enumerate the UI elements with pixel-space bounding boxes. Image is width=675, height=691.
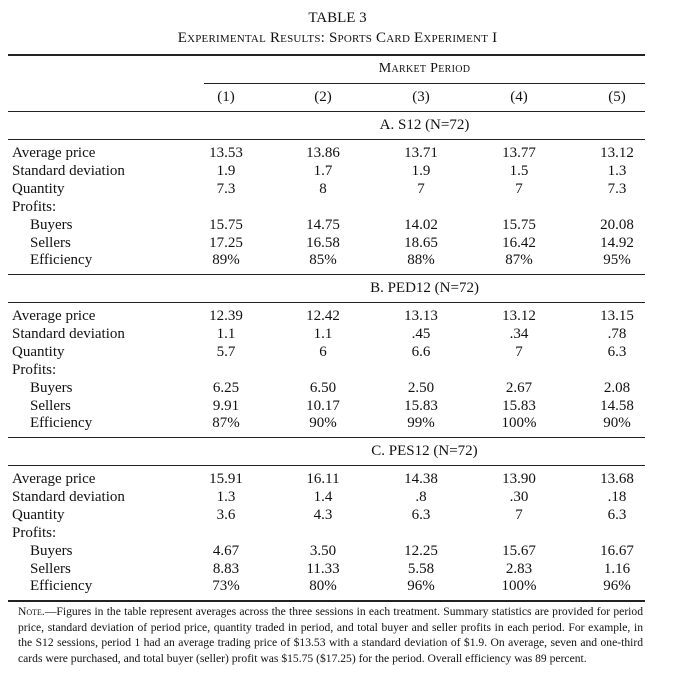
table-cell: .8 bbox=[415, 488, 427, 505]
table-cell: 16.58 bbox=[306, 234, 340, 251]
row-label: Average price bbox=[12, 471, 96, 487]
note-label: Note. bbox=[18, 605, 45, 618]
panel-title: B. PED12 (N=72) bbox=[370, 280, 479, 296]
table-cell: 1.4 bbox=[313, 488, 333, 505]
table-cell: 2.83 bbox=[505, 560, 533, 577]
table-cell: 85% bbox=[309, 252, 337, 269]
table-cell: 13.68 bbox=[600, 471, 634, 487]
table-cell: 2.50 bbox=[407, 379, 435, 396]
row-label: Sellers bbox=[30, 234, 71, 251]
table-cell: 12.39 bbox=[209, 308, 243, 324]
table-cell: 6.25 bbox=[212, 379, 240, 396]
table-cell: 15.83 bbox=[502, 397, 536, 414]
table-cell: 95% bbox=[603, 252, 631, 269]
table-cell: 15.67 bbox=[502, 542, 536, 559]
table-cell: 6.3 bbox=[607, 506, 627, 523]
table-cell: 10.17 bbox=[306, 397, 340, 414]
row-label: Efficiency bbox=[30, 252, 93, 269]
table-cell: 9.91 bbox=[212, 397, 240, 414]
table-cell: 6.50 bbox=[309, 379, 337, 396]
market-period-rule bbox=[204, 83, 645, 84]
table-cell: 8.83 bbox=[212, 560, 240, 577]
panel-title: C. PES12 (N=72) bbox=[371, 443, 478, 459]
row-label: Sellers bbox=[30, 560, 71, 577]
table-cell: 6.6 bbox=[411, 343, 431, 360]
table-cell: .78 bbox=[607, 325, 627, 342]
table-cell: 88% bbox=[407, 252, 435, 269]
table-cell: 16.67 bbox=[600, 542, 634, 559]
row-label: Profits: bbox=[12, 361, 57, 378]
column-header: (1) bbox=[217, 89, 235, 105]
table-cell: 13.86 bbox=[306, 145, 340, 161]
panel-rule bbox=[8, 465, 645, 466]
row-label: Standard deviation bbox=[12, 162, 125, 179]
row-label: Efficiency bbox=[30, 578, 93, 595]
panel-rule bbox=[8, 274, 645, 275]
table-cell: 13.15 bbox=[600, 308, 634, 324]
row-label: Buyers bbox=[30, 379, 73, 396]
table-cell: 1.1 bbox=[216, 325, 236, 342]
row-label: Buyers bbox=[30, 216, 73, 233]
table-cell: 1.1 bbox=[313, 325, 333, 342]
table-cell: 99% bbox=[407, 415, 435, 432]
table-cell: .45 bbox=[411, 325, 431, 342]
panel-title: A. S12 (N=72) bbox=[379, 117, 470, 133]
table-cell: 14.38 bbox=[404, 471, 438, 487]
table-cell: 5.58 bbox=[407, 560, 435, 577]
table-cell: .18 bbox=[607, 488, 627, 505]
panel-rule bbox=[8, 111, 645, 112]
table-cell: 100% bbox=[501, 415, 537, 432]
table-cell: 13.77 bbox=[502, 145, 536, 161]
table-cell: 80% bbox=[309, 578, 337, 595]
table-cell: 12.42 bbox=[306, 308, 340, 324]
table-cell: 2.67 bbox=[505, 379, 533, 396]
table-cell: 20.08 bbox=[600, 216, 634, 233]
table-cell: 89% bbox=[212, 252, 240, 269]
market-period-header: Market Period bbox=[378, 61, 471, 76]
table-cell: 15.75 bbox=[209, 216, 243, 233]
table-cell: 6.3 bbox=[607, 343, 627, 360]
table-cell: 90% bbox=[309, 415, 337, 432]
note-text: —Figures in the table represent averages across the three sessions in each treatment. Summary statistics are provided for period price, standard deviation of period price, quantity traded in period, and total buyer and seller profits in each period. For example, in the S12 sessions, period 1 had an average trading price of $13.53 with a standard deviation of $1.9. On average, seven and one-third cards were purchased, and total buyer (seller) profit was $15.75 ($17.25) for the period. Overall efficiency was 89 percent. bbox=[18, 605, 643, 665]
panel-rule bbox=[8, 437, 645, 438]
table-cell: 6.3 bbox=[411, 506, 431, 523]
table-cell: 15.91 bbox=[209, 471, 243, 487]
table-cell: 73% bbox=[212, 578, 240, 595]
table-cell: 14.02 bbox=[404, 216, 438, 233]
row-label: Profits: bbox=[12, 198, 57, 215]
table-cell: 1.7 bbox=[313, 162, 333, 179]
table-cell: 12.25 bbox=[404, 542, 438, 559]
table-note bbox=[18, 604, 643, 666]
table-cell: 2.08 bbox=[603, 379, 631, 396]
column-header: (3) bbox=[412, 89, 430, 105]
row-label: Average price bbox=[12, 145, 96, 161]
column-header: (2) bbox=[314, 89, 332, 105]
table-cell: 100% bbox=[501, 578, 537, 595]
column-header: (4) bbox=[510, 89, 528, 105]
table-cell: 87% bbox=[505, 252, 533, 269]
table-cell: 4.67 bbox=[212, 542, 240, 559]
row-label: Standard deviation bbox=[12, 488, 125, 505]
column-header: (5) bbox=[608, 89, 626, 105]
table-cell: 13.12 bbox=[502, 308, 536, 324]
table-cell: 17.25 bbox=[209, 234, 243, 251]
table-cell: 11.33 bbox=[306, 560, 340, 577]
row-label: Quantity bbox=[12, 343, 65, 360]
bottom-rule bbox=[8, 600, 645, 602]
row-label: Standard deviation bbox=[12, 325, 125, 342]
table-caption: Experimental Results: Sports Card Experiment I bbox=[177, 30, 498, 46]
table-cell: 16.11 bbox=[306, 471, 340, 487]
row-label: Average price bbox=[12, 308, 96, 324]
table-cell: 7 bbox=[417, 180, 425, 197]
table-cell: 7.3 bbox=[216, 180, 236, 197]
table-cell: 14.58 bbox=[600, 397, 634, 414]
table-cell: 7 bbox=[515, 506, 523, 523]
table-cell: 1.5 bbox=[509, 162, 529, 179]
table-cell: 3.6 bbox=[216, 506, 236, 523]
table-cell: 7.3 bbox=[607, 180, 627, 197]
table-cell: 8 bbox=[319, 180, 327, 197]
table-cell: 13.90 bbox=[502, 471, 536, 487]
row-label: Profits: bbox=[12, 524, 57, 541]
row-label: Buyers bbox=[30, 542, 73, 559]
table-cell: 1.16 bbox=[603, 560, 631, 577]
row-label: Quantity bbox=[12, 180, 65, 197]
panel-rule bbox=[8, 139, 645, 140]
table-cell: 4.3 bbox=[313, 506, 333, 523]
panel-rule bbox=[8, 302, 645, 303]
table-number: TABLE 3 bbox=[308, 10, 367, 26]
table-cell: 18.65 bbox=[404, 234, 438, 251]
table-cell: 13.71 bbox=[404, 145, 438, 161]
table-cell: 13.12 bbox=[600, 145, 634, 161]
table-cell: 96% bbox=[407, 578, 435, 595]
table-cell: 96% bbox=[603, 578, 631, 595]
table-cell: 90% bbox=[603, 415, 631, 432]
row-label: Quantity bbox=[12, 506, 65, 523]
table-cell: .30 bbox=[509, 488, 529, 505]
table-cell: 7 bbox=[515, 343, 523, 360]
table-cell: 13.13 bbox=[404, 308, 438, 324]
table-cell: 7 bbox=[515, 180, 523, 197]
top-rule bbox=[8, 54, 645, 56]
table-cell: 6 bbox=[319, 343, 327, 360]
table-cell: 14.92 bbox=[600, 234, 634, 251]
table-cell: 1.9 bbox=[216, 162, 236, 179]
table-cell: 14.75 bbox=[306, 216, 340, 233]
table-cell: 15.83 bbox=[404, 397, 438, 414]
table-cell: 16.42 bbox=[502, 234, 536, 251]
table-cell: .34 bbox=[509, 325, 529, 342]
table-cell: 87% bbox=[212, 415, 240, 432]
table-cell: 5.7 bbox=[216, 343, 236, 360]
table-cell: 1.9 bbox=[411, 162, 431, 179]
table-cell: 1.3 bbox=[216, 488, 236, 505]
row-label: Sellers bbox=[30, 397, 71, 414]
table-cell: 15.75 bbox=[502, 216, 536, 233]
table-cell: 3.50 bbox=[309, 542, 337, 559]
table-cell: 13.53 bbox=[209, 145, 243, 161]
table-cell: 1.3 bbox=[607, 162, 627, 179]
row-label: Efficiency bbox=[30, 415, 93, 432]
